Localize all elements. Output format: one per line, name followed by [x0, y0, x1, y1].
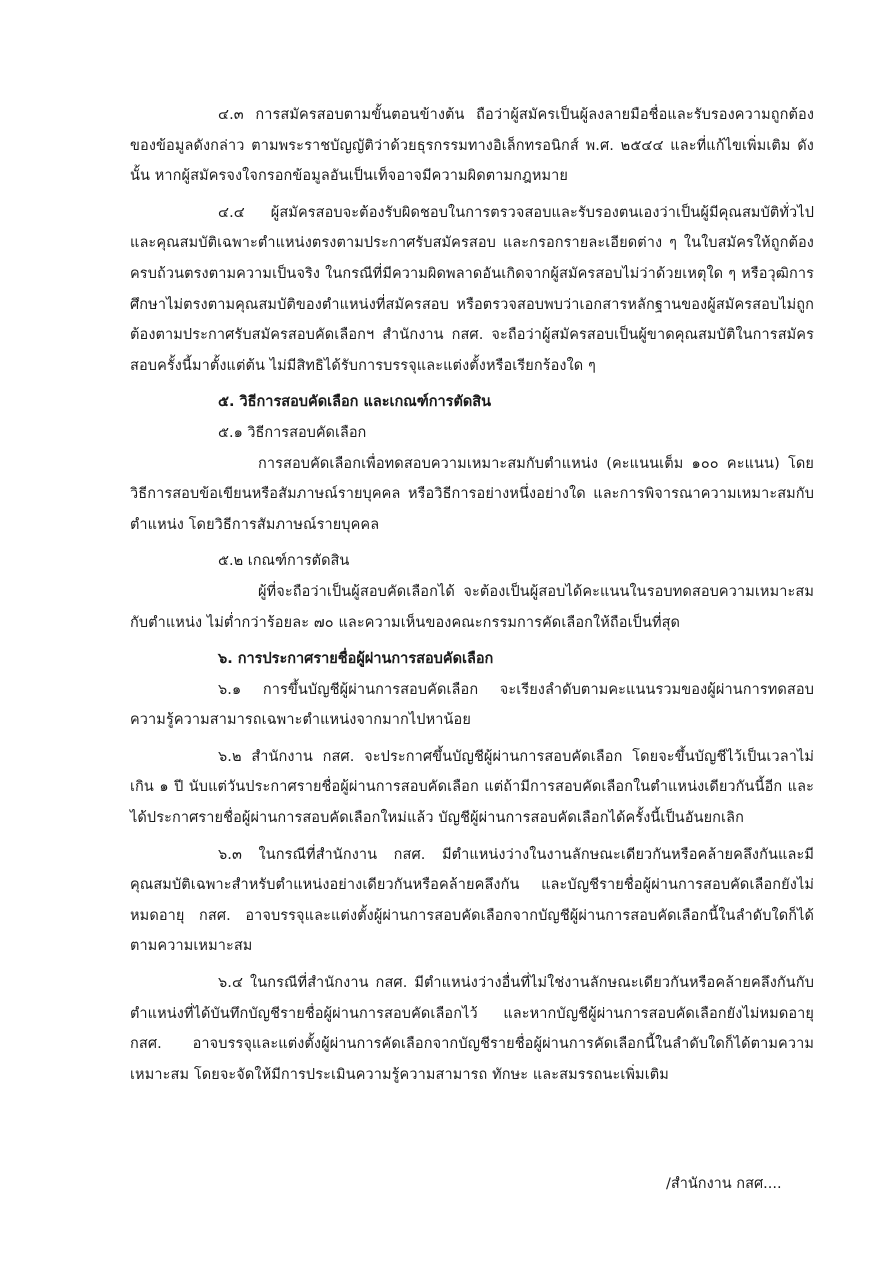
paragraph-6-2: ๖.๒ สำนักงาน กสศ. จะประกาศขึ้นบัญชีผู้ผ่านการสอบคัดเลือก โดยจะขึ้นบัญชีไว้เป็นเวลาไม่เกิน ๑ ปี นับแต่วันประกาศรายชื่อผู้ผ่านการสอบคัดเลือก แต่ถ้ามีการสอบคัดเลือกในตำแหน่งเดียวกันนี้อีก และได้ประกาศรายชื่อผู้ผ่านการสอบคัดเลือกใหม่แล้ว บัญชีผู้ผ่านการสอบคัดเลือกได้ครั้งนี้เป็นอันยกเลิก	[130, 748, 814, 827]
heading-section-6: ๖. การประกาศรายชื่อผู้ผ่านการสอบคัดเลือก	[218, 651, 494, 668]
paragraph-5-1: การสอบคัดเลือกเพื่อทดสอบความเหมาะสมกับตำแหน่ง (คะแนนเต็ม ๑๐๐ คะแนน) โดยวิธีการสอบข้อเขียนหรือสัมภาษณ์รายบุคคล หรือวิธีการอย่างหนึ่งอย่างใด และการพิจารณาความเหมาะสมกับตำแหน่ง โดยวิธีการสัมภาษณ์รายบุคคล	[130, 455, 814, 533]
subheading-5-2: ๕.๒ เกณฑ์การตัดสิน	[218, 553, 350, 570]
heading-section-5: ๕. วิธีการสอบคัดเลือก และเกณฑ์การตัดสิน	[218, 394, 492, 411]
paragraph-6-1: ๖.๑ การขึ้นบัญชีผู้ผ่านการสอบคัดเลือก จะเรียงลำดับตามคะแนนรวมของผู้ผ่านการทดสอบความรู้ความสามารถเฉพาะตำแหน่งจากมากไปหาน้อย	[130, 681, 814, 729]
paragraph-5-2: ผู้ที่จะถือว่าเป็นผู้สอบคัดเลือกได้ จะต้องเป็นผู้สอบได้คะแนนในรอบทดสอบความเหมาะสมกับตำแหน่ง ไม่ต่ำกว่าร้อยละ ๗๐ และความเห็นของคณะกรรมการคัดเลือกให้ถือเป็นที่สุด	[130, 583, 814, 631]
page-continuation-footer: /สำนักงาน กสศ....	[666, 1176, 782, 1192]
subheading-5-1: ๕.๑ วิธีการสอบคัดเลือก	[218, 424, 367, 441]
document-body	[130, 100, 814, 1096]
paragraph-4-4: ๔.๔ ผู้สมัครสอบจะต้องรับผิดชอบในการตรวจสอบและรับรองตนเองว่าเป็นผู้มีคุณสมบัติทั่วไป และคุณสมบัติเฉพาะตำแหน่งตรงตามประกาศรับสมัครสอบ และกรอกรายละเอียดต่าง ๆ ในใบสมัครให้ถูกต้องครบถ้วนตรงตามความเป็นจริง ในกรณีที่มีความผิดพลาดอันเกิดจากผู้สมัครสอบไม่ว่าด้วยเหตุใด ๆ หรือวุฒิการศึกษาไม่ตรงตามคุณสมบัติของตำแหน่งที่สมัครสอบ หรือตรวจสอบพบว่าเอกสารหลักฐานของผู้สมัครสอบไม่ถูกต้องตามประกาศรับสมัครสอบคัดเลือกฯ สำนักงาน กสศ. จะถือว่าผู้สมัครสอบเป็นผู้ขาดคุณสมบัติในการสมัครสอบครั้งนี้มาตั้งแต่ต้น ไม่มีสิทธิได้รับการบรรจุและแต่งตั้งหรือเรียกร้องใด ๆ	[130, 204, 814, 374]
paragraph-6-3: ๖.๓ ในกรณีที่สำนักงาน กสศ. มีตำแหน่งว่างในงานลักษณะเดียวกันหรือคล้ายคลึงกันและมีคุณสมบัติเฉพาะสำหรับตำแหน่งอย่างเดียวกันหรือคล้ายคลึงกัน และบัญชีรายชื่อผู้ผ่านการสอบคัดเลือกยังไม่หมดอายุ กสศ. อาจบรรจุและแต่งตั้งผู้ผ่านการสอบคัดเลือกจากบัญชีผู้ผ่านการสอบคัดเลือกนี้ในลำดับใดก็ได้ตามความเหมาะสม	[130, 846, 814, 955]
paragraph-6-4: ๖.๔ ในกรณีที่สำนักงาน กสศ. มีตำแหน่งว่างอื่นที่ไม่ใช่งานลักษณะเดียวกันหรือคล้ายคลึงกันกับตำแหน่งที่ได้บันทึกบัญชีรายชื่อผู้ผ่านการสอบคัดเลือกไว้ และหากบัญชีผู้ผ่านการสอบคัดเลือกยังไม่หมดอายุ กสศ. อาจบรรจุและแต่งตั้งผู้ผ่านการคัดเลือกจากบัญชีรายชื่อผู้ผ่านการคัดเลือกนี้ในลำดับใดก็ได้ตามความเหมาะสม โดยจะจัดให้มีการประเมินความรู้ความสามารถ ทักษะ และสมรรถนะเพิ่มเติม	[130, 975, 814, 1083]
paragraph-4-3: ๔.๓ การสมัครสอบตามขั้นตอนข้างต้น ถือว่าผู้สมัครเป็นผู้ลงลายมือชื่อและรับรองความถูกต้องของข้อมูลดังกล่าว ตามพระราชบัญญัติว่าด้วยธุรกรรมทางอิเล็กทรอนิกส์ พ.ศ. ๒๕๔๔ และที่แก้ไขเพิ่มเติม ดังนั้น หากผู้สมัครจงใจกรอกข้อมูลอันเป็นเท็จอาจมีความผิดตามกฎหมาย	[130, 107, 814, 185]
